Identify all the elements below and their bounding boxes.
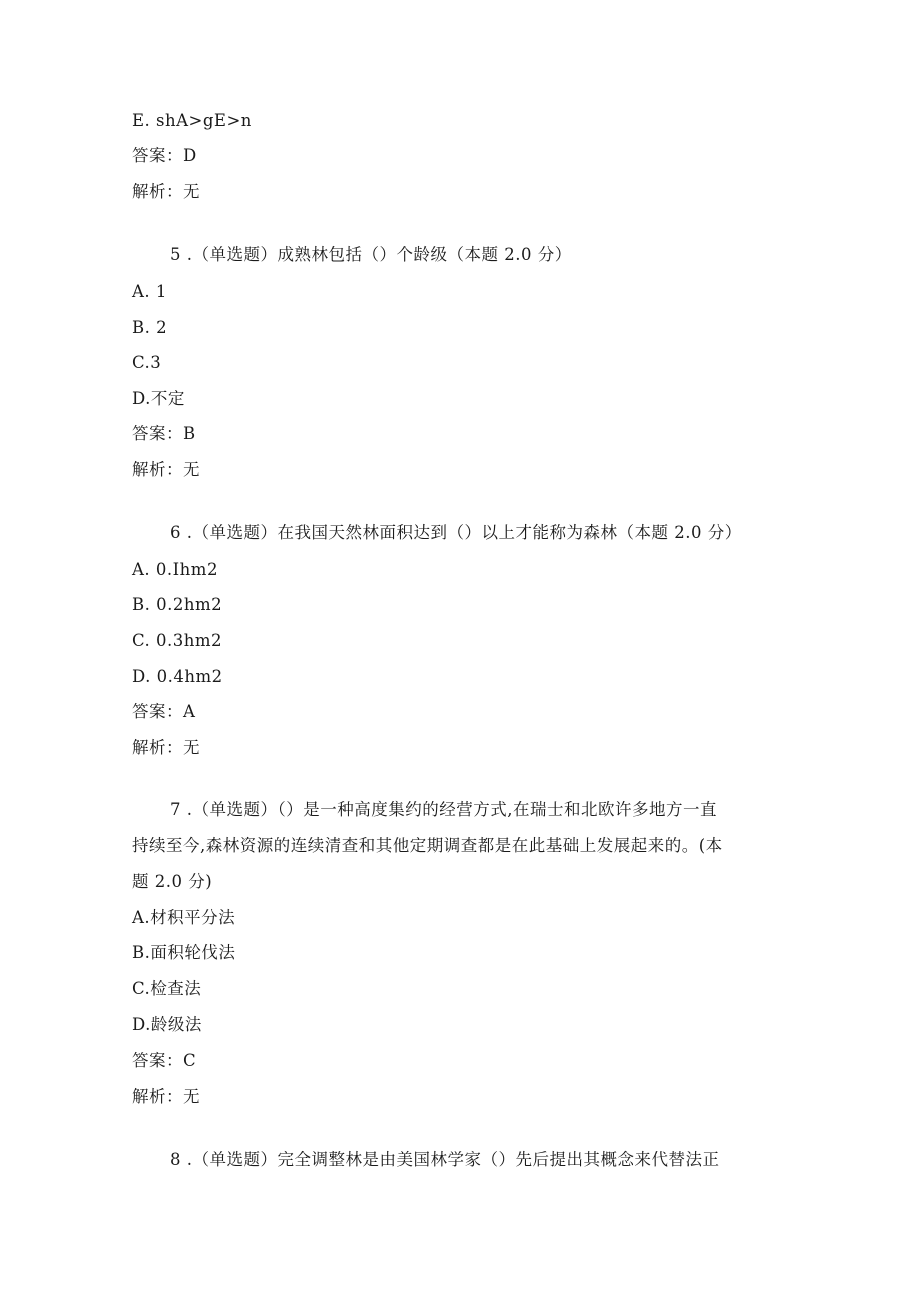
question-7-option-c: C.检查法 xyxy=(132,979,202,998)
question-6-stem: 6 .（单选题）在我国天然林面积达到（）以上才能称为森林（本题 2.0 分） xyxy=(170,523,742,542)
question-6-analysis: 解析：无 xyxy=(132,738,200,757)
question-7-stem-line-1: 7 .（单选题）（）是一种高度集约的经营方式,在瑞士和北欧许多地方一直 xyxy=(170,800,717,819)
question-5-option-b: B. 2 xyxy=(132,318,168,337)
question-7-option-a: A.材积平分法 xyxy=(132,908,236,927)
question-6-answer: 答案：A xyxy=(132,702,196,721)
answer: 答案：D xyxy=(132,146,197,165)
question-8-stem: 8 .（单选题）完全调整林是由美国林学家（）先后提出其概念来代替法正 xyxy=(170,1150,720,1169)
question-7-option-d: D.龄级法 xyxy=(132,1015,202,1034)
question-7-stem-line-2: 持续至今,森林资源的连续清查和其他定期调查都是在此基础上发展起来的。(本 xyxy=(132,836,723,855)
question-6-option-c: C. 0.3hm2 xyxy=(132,631,223,650)
question-6-option-b: B. 0.2hm2 xyxy=(132,595,223,614)
question-7-answer: 答案：C xyxy=(132,1051,197,1070)
analysis: 解析：无 xyxy=(132,182,200,201)
question-7-analysis: 解析：无 xyxy=(132,1087,200,1106)
question-5-stem: 5 .（单选题）成熟林包括（）个龄级（本题 2.0 分） xyxy=(170,245,572,264)
question-5-option-a: A. 1 xyxy=(132,282,167,301)
option-e: E. shA>gE>n xyxy=(132,111,252,130)
question-5-analysis: 解析：无 xyxy=(132,460,200,479)
question-5-option-c: C.3 xyxy=(132,353,162,372)
question-5-answer: 答案：B xyxy=(132,424,196,443)
question-7-option-b: B.面积轮伐法 xyxy=(132,943,236,962)
question-5-option-d: D.不定 xyxy=(132,389,185,408)
question-7-stem-line-3: 题 2.0 分) xyxy=(132,872,213,891)
question-6-option-a: A. 0.Ihm2 xyxy=(132,560,218,579)
question-6-option-d: D. 0.4hm2 xyxy=(132,667,223,686)
